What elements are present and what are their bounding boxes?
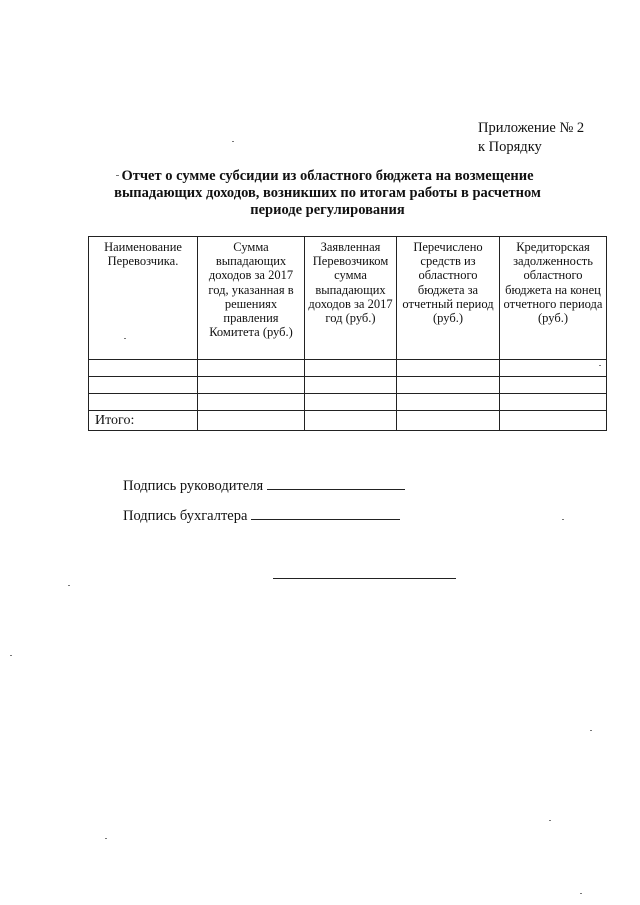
table-cell[interactable] [397, 394, 500, 411]
total-label: Итого: [89, 411, 198, 431]
accountant-signature-label: Подпись бухгалтера [123, 508, 248, 524]
table-cell[interactable] [89, 360, 198, 377]
head-signature-label: Подпись руководителя [123, 478, 264, 494]
table-cell[interactable] [500, 377, 607, 394]
bottom-rule [273, 578, 456, 579]
table-cell[interactable] [397, 377, 500, 394]
appendix-number: Приложение № 2 [478, 120, 585, 136]
table-cell[interactable] [89, 377, 198, 394]
total-cell[interactable] [397, 411, 500, 431]
scan-speck [105, 838, 107, 839]
scan-speck [232, 141, 234, 142]
scan-speck [580, 893, 582, 894]
header-declared-lost-income: Заявленная Перевозчиком сумма выпадающих доходов за 2017 год (руб.) [305, 237, 397, 360]
table-cell[interactable] [198, 377, 305, 394]
head-signature [123, 477, 405, 495]
table-row [89, 377, 607, 394]
appendix-reference [478, 119, 584, 157]
table-total-row [89, 411, 607, 431]
scan-speck [124, 338, 126, 339]
accountant-signature [123, 507, 400, 525]
table-cell[interactable] [89, 394, 198, 411]
scan-speck [599, 365, 601, 366]
scan-speck [562, 519, 564, 520]
scan-speck [116, 175, 119, 176]
header-lost-income-decision: Сумма выпадающих доходов за 2017 год, указанная в решениях правления Комитета (руб.) [198, 237, 305, 360]
accountant-signature-line[interactable] [251, 507, 400, 520]
total-cell[interactable] [305, 411, 397, 431]
total-cell[interactable] [198, 411, 305, 431]
table-cell[interactable] [305, 394, 397, 411]
table-cell[interactable] [198, 360, 305, 377]
table-cell[interactable] [305, 360, 397, 377]
table-header-row [89, 237, 607, 360]
report-table [88, 236, 607, 431]
table-cell[interactable] [500, 394, 607, 411]
total-cell[interactable] [500, 411, 607, 431]
header-budget-debt: Кредиторская задолженность областного бюджета на конец отчетного периода (руб.) [500, 237, 607, 360]
table-row [89, 360, 607, 377]
table-row [89, 394, 607, 411]
table-cell[interactable] [500, 360, 607, 377]
report-title: Отчет о сумме субсидии из областного бюджета на возмещение выпадающих доходов, возникших по итогам работы в расчетном периоде регулирования [114, 168, 541, 218]
scan-speck [68, 585, 70, 586]
head-signature-line[interactable] [267, 477, 405, 490]
table-cell[interactable] [198, 394, 305, 411]
scan-speck [590, 730, 592, 731]
table-cell[interactable] [397, 360, 500, 377]
scan-speck [10, 655, 12, 656]
header-carrier-name: Наименование Перевозчика. [89, 237, 198, 360]
header-transferred-funds: Перечислено средств из областного бюджета за отчетный период (руб.) [397, 237, 500, 360]
appendix-order: к Порядку [478, 139, 542, 155]
table-cell[interactable] [305, 377, 397, 394]
scan-speck [549, 820, 551, 821]
